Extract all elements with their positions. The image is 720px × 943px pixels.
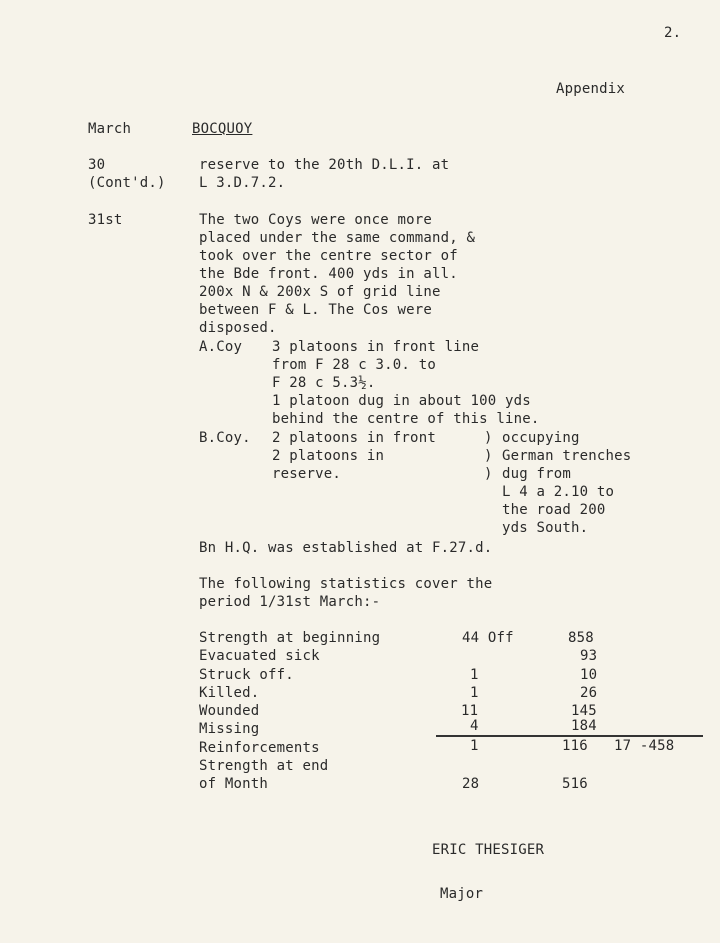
entry-date: 31st bbox=[88, 212, 123, 228]
entry-date-sub: (Cont'd.) bbox=[88, 175, 166, 191]
stat-extra: 17 -458 bbox=[614, 738, 675, 754]
b-coy-note: yds South. bbox=[502, 520, 589, 536]
location-heading: BOCQUOY bbox=[192, 121, 253, 137]
stat-label: Missing bbox=[199, 721, 260, 737]
stat-label: of Month bbox=[199, 776, 269, 792]
page-number: 2. bbox=[664, 25, 682, 41]
stat-or: 184 bbox=[571, 718, 597, 734]
stats-intro: The following statistics cover the bbox=[199, 576, 493, 592]
a-coy-line: 1 platoon dug in about 100 yds bbox=[272, 393, 531, 409]
a-coy-line: behind the centre of this line. bbox=[272, 411, 540, 427]
stat-off: 44 Off bbox=[462, 630, 514, 646]
stat-label: Strength at end bbox=[199, 758, 329, 774]
entry-line: took over the centre sector of bbox=[199, 248, 458, 264]
total-rule bbox=[436, 735, 703, 737]
b-coy-label: B.Coy. bbox=[199, 430, 251, 446]
stat-label: Killed. bbox=[199, 685, 260, 701]
a-coy-label: A.Coy bbox=[199, 339, 243, 355]
stats-intro: period 1/31st March:- bbox=[199, 594, 381, 610]
b-coy-line: 2 platoons in bbox=[272, 448, 385, 464]
stat-label: Reinforcements bbox=[199, 740, 320, 756]
stat-or: 116 bbox=[562, 738, 588, 754]
b-coy-note: L 4 a 2.10 to bbox=[502, 484, 615, 500]
hq-line: Bn H.Q. was established at F.27.d. bbox=[199, 540, 493, 556]
month-label: March bbox=[88, 121, 132, 137]
stat-label: Struck off. bbox=[199, 667, 294, 683]
signature-name: ERIC THESIGER bbox=[432, 842, 545, 858]
b-coy-line: 2 platoons in front bbox=[272, 430, 436, 446]
b-coy-note: occupying bbox=[502, 430, 580, 446]
stat-off: 4 bbox=[470, 718, 479, 734]
b-coy-line: reserve. bbox=[272, 466, 342, 482]
entry-line: 200x N & 200x S of grid line bbox=[199, 284, 441, 300]
b-coy-note: dug from bbox=[502, 466, 572, 482]
stat-or: 858 bbox=[568, 630, 594, 646]
a-coy-line: from F 28 c 3.0. to bbox=[272, 357, 436, 373]
stat-label: Strength at beginning bbox=[199, 630, 381, 646]
a-coy-line: F 28 c 5.3½. bbox=[272, 375, 376, 391]
entry-date: 30 bbox=[88, 157, 106, 173]
signature-rank: Major bbox=[440, 886, 484, 902]
b-coy-note: the road 200 bbox=[502, 502, 606, 518]
stat-off: 1 bbox=[470, 667, 479, 683]
stat-or: 26 bbox=[580, 685, 598, 701]
stat-or: 516 bbox=[562, 776, 588, 792]
b-coy-note: German trenches bbox=[502, 448, 632, 464]
stat-or: 93 bbox=[580, 648, 598, 664]
bracket: ) bbox=[484, 466, 493, 482]
entry-line: L 3.D.7.2. bbox=[199, 175, 286, 191]
stat-off: 1 bbox=[470, 685, 479, 701]
stat-or: 145 bbox=[571, 703, 597, 719]
bracket: ) bbox=[484, 430, 493, 446]
entry-line: placed under the same command, & bbox=[199, 230, 476, 246]
bracket: ) bbox=[484, 448, 493, 464]
stat-or: 10 bbox=[580, 667, 598, 683]
stat-off: 28 bbox=[462, 776, 480, 792]
appendix-label: Appendix bbox=[556, 81, 626, 97]
stat-label: Wounded bbox=[199, 703, 260, 719]
entry-line: disposed. bbox=[199, 320, 277, 336]
entry-line: The two Coys were once more bbox=[199, 212, 432, 228]
entry-line: between F & L. The Cos were bbox=[199, 302, 432, 318]
entry-line: reserve to the 20th D.L.I. at bbox=[199, 157, 450, 173]
a-coy-line: 3 platoons in front line bbox=[272, 339, 480, 355]
stat-off: 11 bbox=[461, 703, 479, 719]
stat-label: Evacuated sick bbox=[199, 648, 320, 664]
entry-line: the Bde front. 400 yds in all. bbox=[199, 266, 458, 282]
stat-off: 1 bbox=[470, 738, 479, 754]
